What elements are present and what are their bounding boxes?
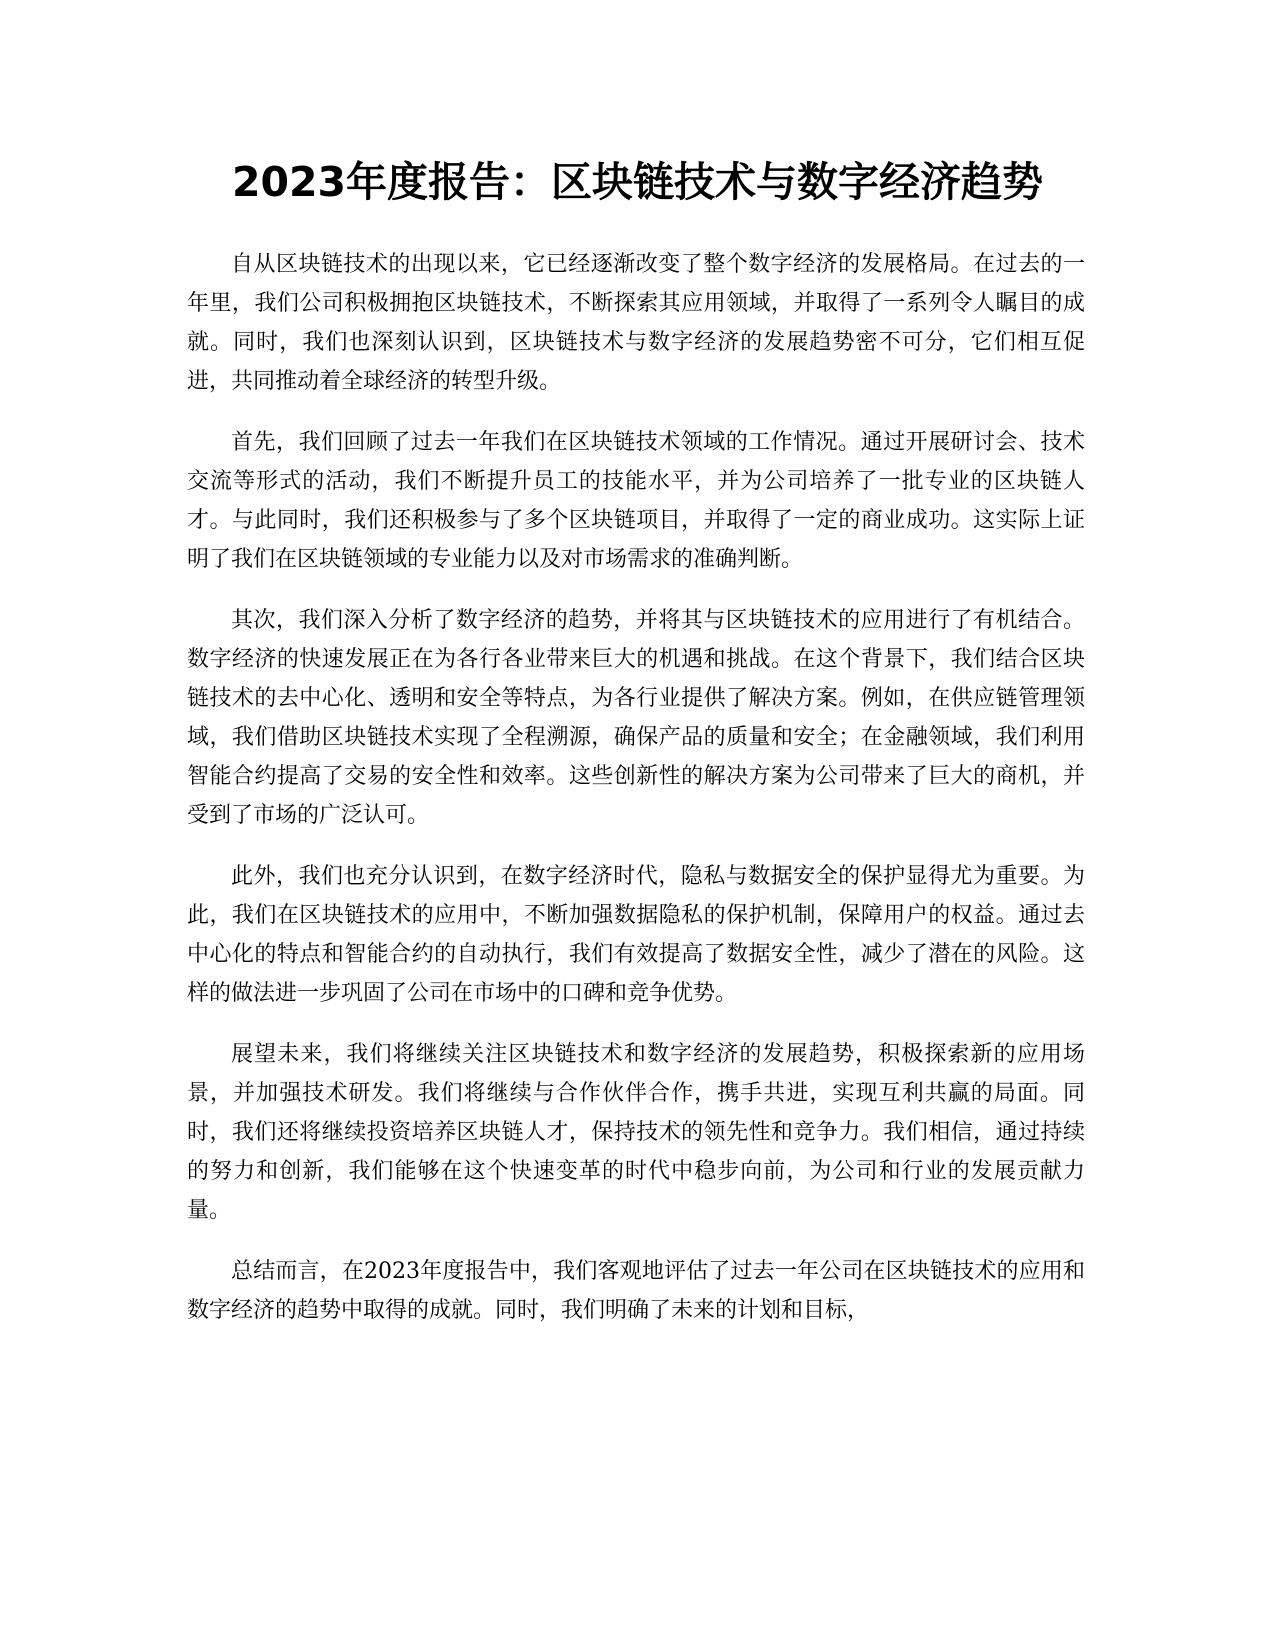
paragraph-3: 其次，我们深入分析了数字经济的趋势，并将其与区块链技术的应用进行了有机结合。数字经济的快速发展正在为各行各业带来巨大的机遇和挑战。在这个背景下，我们结合区块链技术的去中心化、透明和安全等特点，为各行业提供了解决方案。例如，在供应链管理领域，我们借助区块链技术实现了全程溯源，确保产品的质量和安全；在金融领域，我们利用智能合约提高了交易的安全性和效率。这些创新性的解决方案为公司带来了巨大的商机，并受到了市场的广泛认可。 [187,608,1085,828]
document-body [187,245,1085,1352]
paragraph-2: 首先，我们回顾了过去一年我们在区块链技术领域的工作情况。通过开展研讨会、技术交流等形式的活动，我们不断提升员工的技能水平，并为公司培养了一批专业的区块链人才。与此同时，我们还积极参与了多个区块链项目，并取得了一定的商业成功。这实际上证明了我们在区块链领域的专业能力以及对市场需求的准确判断。 [187,430,1085,572]
paragraph-1: 自从区块链技术的出现以来，它已经逐渐改变了整个数字经济的发展格局。在过去的一年里，我们公司积极拥抱区块链技术，不断探索其应用领域，并取得了一系列令人瞩目的成就。同时，我们也深刻认识到，区块链技术与数字经济的发展趋势密不可分，它们相互促进，共同推动着全球经济的转型升级。 [187,252,1085,394]
paragraph-6: 总结而言，在2023年度报告中，我们客观地评估了过去一年公司在区块链技术的应用和数字经济的趋势中取得的成就。同时，我们明确了未来的计划和目标， [187,1259,1085,1323]
document-title: 2023年度报告：区块链技术与数字经济趋势 [231,158,1044,206]
paragraph-5: 展望未来，我们将继续关注区块链技术和数字经济的发展趋势，积极探索新的应用场景，并加强技术研发。我们将继续与合作伙伴合作，携手共进，实现互利共赢的局面。同时，我们还将继续投资培养区块链人才，保持技术的领先性和竞争力。我们相信，通过持续的努力和创新，我们能够在这个快速变革的时代中稳步向前，为公司和行业的发展贡献力量。 [187,1042,1085,1223]
paragraph-4: 此外，我们也充分认识到，在数字经济时代，隐私与数据安全的保护显得尤为重要。为此，我们在区块链技术的应用中，不断加强数据隐私的保护机制，保障用户的权益。通过去中心化的特点和智能合约的自动执行，我们有效提高了数据安全性，减少了潜在的风险。这样的做法进一步巩固了公司在市场中的口碑和竞争优势。 [187,864,1085,1006]
